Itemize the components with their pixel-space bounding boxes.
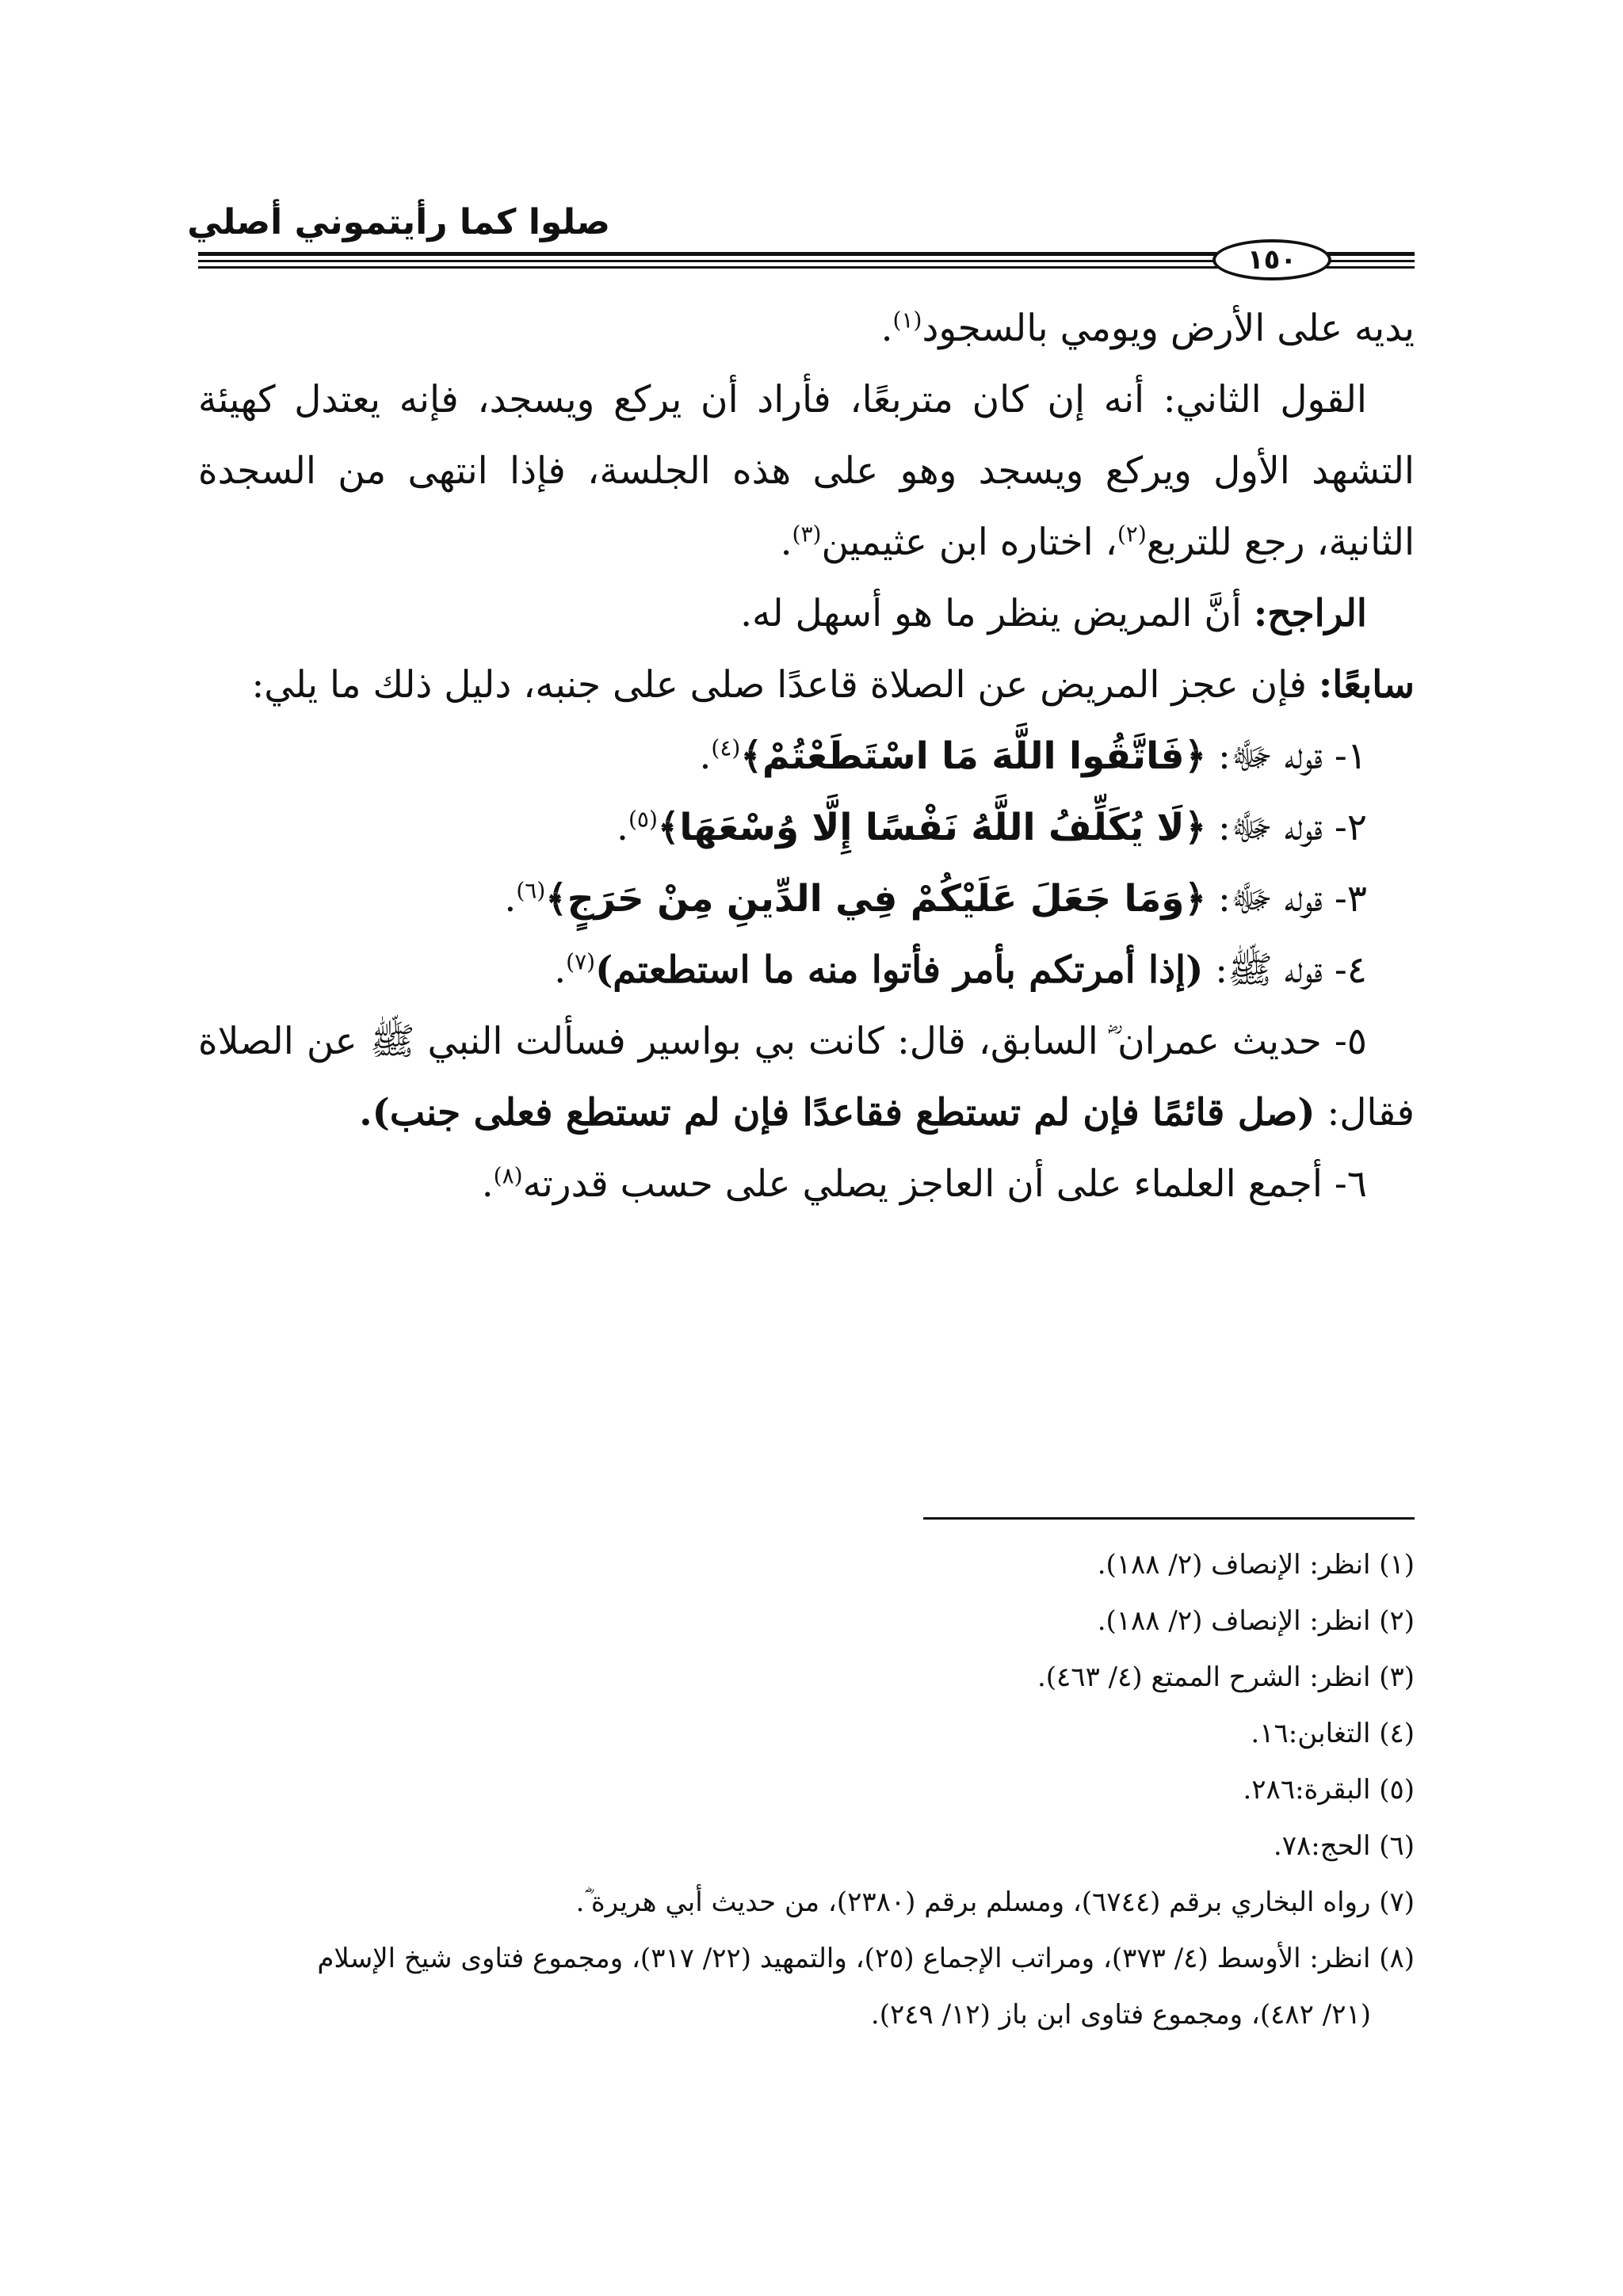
list-item: ٣- قوله ﷻ: ﴿وَمَا جَعَلَ عَلَيْكُمْ فِي الدِّينِ مِنْ حَرَجٍ﴾$^{(٦)}$. <box>504 877 1367 921</box>
list-item: ٤- قوله ﷺ: (إذا أمرتكم بأمر فأتوا منه ما استطعتم)$^{(٧)}$. <box>554 948 1367 992</box>
footnote-ref: (١) <box>892 307 922 334</box>
paragraph <box>198 650 1415 721</box>
hadith-quote: (إذا أمرتكم بأمر فأتوا منه ما استطعتم) <box>595 948 1204 992</box>
footnote-ref: (٣) <box>792 521 822 547</box>
running-header-title: صلوا كما رأيتموني أصلي <box>187 202 610 242</box>
page-number: ١٥٠ <box>1212 239 1331 280</box>
list-item: ٢- قوله ﷻ: ﴿لَا يُكَلِّفُ اللَّهُ نَفْسًا إِلَّا وُسْعَهَا﴾$^{(٥)}$. <box>617 806 1367 849</box>
quran-verse: ﴿فَاتَّقُوا اللَّهَ مَا اسْتَطَعْتُمْ﴾ <box>740 734 1207 778</box>
footnote-ref: (٦) <box>516 877 546 904</box>
paragraph-text: ٦- أجمع العلماء على أن العاجز يصلي على حسب قدرته <box>522 1162 1367 1206</box>
list-item: ١- قوله ﷻ: ﴿فَاتَّقُوا اللَّهَ مَا اسْتَطَعْتُمْ﴾$^{(٤)}$. <box>699 734 1367 778</box>
footnote: (٤) التغابن:١٦. <box>1251 1718 1415 1749</box>
footnote: (٦) الحج:٧٨. <box>1273 1830 1415 1862</box>
item-prefix: ٣- قوله ﷻ: <box>1206 877 1367 921</box>
paragraph: يديه على الأرض ويومي بالسجود$^{(١)}$. <box>880 307 1415 350</box>
hadith-quote: (صل قائمًا فإن لم تستطع فقاعدًا فإن لم تستطع فعلى جنب). <box>359 1091 1316 1135</box>
list-item <box>198 1006 1415 1149</box>
paragraph-text: ٥- حديث عمران ؓ السابق، قال: كانت بي بواسير فسألت النبي ﷺ عن الصلاة فقال: <box>198 1020 1415 1135</box>
footnote-continuation: (٢١/ ٤٨٢)، ومجموع فتاوى ابن باز (١٢/ ٢٤٩). <box>870 1999 1371 2031</box>
paragraph <box>198 578 1415 650</box>
paragraph-text: يديه على الأرض ويومي بالسجود <box>922 307 1415 350</box>
paragraph-text: القول الثاني: أنه إن كان متربعًا، فأراد أن يركع ويسجد، فإنه يعتدل كهيئة التشهد الأول ويركع ويسجد وهو على هذه الجلسة، فإذا انتهى من السجدة الثانية، رجع للتربع <box>198 378 1415 564</box>
paragraph-text: فإن عجز المريض عن الصلاة قاعدًا صلى على جنبه، دليل ذلك ما يلي: <box>251 663 1319 707</box>
footnote: (٢) انظر: الإنصاف (٢/ ١٨٨). <box>1097 1605 1415 1637</box>
footnote: (١) انظر: الإنصاف (٢/ ١٨٨). <box>1097 1549 1415 1581</box>
paragraph-text: أنَّ المريض ينظر ما هو أسهل له. <box>740 592 1254 635</box>
footnotes <box>198 1537 1415 2043</box>
item-prefix: ١- قوله ﷻ: <box>1206 734 1367 778</box>
footnote-ref: (٥) <box>628 806 658 833</box>
list-item: ٦- أجمع العلماء على أن العاجز يصلي على حسب قدرته$^{(٨)}$. <box>481 1162 1367 1206</box>
footnote-separator <box>923 1517 1415 1520</box>
footnote: (٧) رواه البخاري برقم (٦٧٤٤)، ومسلم برقم (٢٣٨٠)، من حديث أبي هريرة ؓ. <box>575 1886 1415 1918</box>
paragraph-text: ، اختاره ابن عثيمين <box>821 521 1117 564</box>
footnote: (٨) انظر: الأوسط (٤/ ٣٧٣)، ومراتب الإجماع (٢٥)، والتمهيد (٢٢/ ٣١٧)، ومجموع فتاوى شيخ الإسلام <box>317 1943 1415 1974</box>
main-text <box>198 293 1415 1220</box>
quran-verse: ﴿وَمَا جَعَلَ عَلَيْكُمْ فِي الدِّينِ مِنْ حَرَجٍ﴾ <box>545 877 1207 921</box>
footnote-ref: (٨) <box>493 1162 523 1189</box>
rajih-label: الراجح: <box>1253 592 1367 635</box>
footnote: (٥) البقرة:٢٨٦. <box>1243 1774 1415 1806</box>
quran-verse: ﴿لَا يُكَلِّفُ اللَّهُ نَفْسًا إِلَّا وُسْعَهَا﴾ <box>657 806 1207 849</box>
item-prefix: ٤- قوله ﷺ: <box>1203 948 1367 992</box>
footnote-ref: (٤) <box>711 734 741 761</box>
section-label: سابعًا: <box>1318 663 1415 707</box>
footnote: (٣) انظر: الشرح الممتع (٤/ ٤٦٣). <box>1037 1661 1415 1693</box>
footnote-ref: (٧) <box>566 948 596 975</box>
item-prefix: ٢- قوله ﷻ: <box>1206 806 1367 849</box>
footnote-ref: (٢) <box>1117 521 1147 547</box>
paragraph: القول الثاني: أنه إن كان متربعًا، فأراد أن يركع ويسجد، فإنه يعتدل كهيئة التشهد الأول ويركع ويسجد وهو على هذه الجلسة، فإذا انتهى من السجدة الثانية، رجع للتربع$^{(٢)}$، اختاره ابن عثيمين$^{(٣)}$. <box>198 378 1415 564</box>
